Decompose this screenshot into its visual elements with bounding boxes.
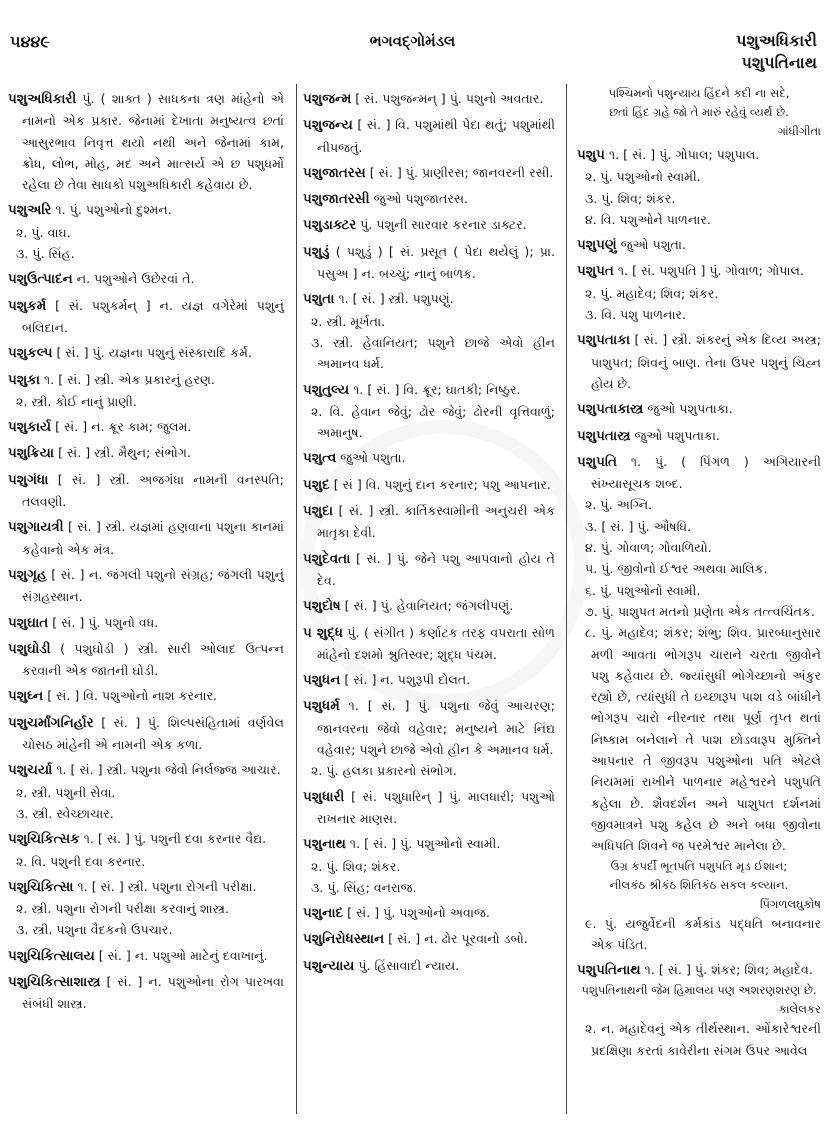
sense-definition: ૨. વિ. હેવાન જેવું; ઢોર જેવું; ઢોરની વૃત્તિવાળું; અમાનુષ.: [311, 403, 555, 441]
dictionary-entry: [577, 329, 821, 394]
sense-definition: ૨. સ્ત્રી. મૂર્ખતા.: [311, 313, 386, 329]
headword: પશુપતાકાસ્ત્ર: [577, 401, 644, 418]
dictionary-entry: [8, 342, 284, 364]
dictionary-entry: [8, 612, 284, 634]
sense-definition: ૮. પું. મહાદેવ; શંકર; શંભુ; શિવ. પ્રારબ્ધાનુસાર મળી આવતા ભોગરૂપ ચારાને ચરતા જીવોને પશુ કહેવાય છે. જ્યાંસુધી ભોગેચ્છાનો અંકુર રહ્યો છે, ત્યાંસુધી તે ઇચ્છારૂપ પાશ વડે બાંધીને ભોગરૂપ ચારો નીરનાર તથા પૂર્ણ તૃપ્ત થતાં નિષ્કામ બનેલાને તે પાશ છોડવારૂપ મુક્તિને આપનાર તે જીવરૂપ પશુઓના પતિ એટલે નિયમમાં રાખીને પાળનાર મહેશ્વરને પશુપતિ કહેલા છે. શૈવદર્શન અને પાશુપત દર્શનમાં જીવમાત્રને પશુ કહેલ છે અને બધા જીવોના અધિપતિ શિવને જ પરમેશ્વર માનેલા છે.: [585, 625, 821, 854]
dictionary-entry: [8, 268, 284, 290]
headword: પશુપતાકા: [577, 332, 631, 349]
headword: પશુકલ્પ: [8, 345, 53, 362]
headword: પશુજન્ય: [303, 117, 353, 134]
headword: પશુઅધિકારી: [8, 91, 77, 107]
definition: [ સં. ] ન. જંગલી પશુનો સંગ્રહ; જંગલી પશુનું સંગ્રહસ્થાન.: [22, 566, 284, 605]
dictionary-entry: [303, 622, 555, 666]
quotation-line: છતાં હિંદ ગ્રહે જો તે મારું રહેવું વ્યર્થ છે.: [609, 105, 789, 119]
quotation-line: પશ્ચિમનો પશુન્યાય હિંદને કદી ના સદે,: [608, 86, 790, 100]
definition: ન. પશુઓને ઉછેરવાં તે.: [76, 271, 195, 287]
definition: ૧. [ સં. ] સ્ત્રી. પશુના જેવો નિર્લજ્જ આચાર.: [56, 762, 281, 778]
definition: ૧. પું. પશુઓનો દુશ્મન.: [55, 202, 172, 218]
dictionary-entry: [303, 928, 555, 950]
headword: પશુતા: [303, 291, 335, 308]
definition: ૧. [ સં. પશુપતિ ] પું. ગોવાળ; ગોપાલ.: [617, 263, 805, 279]
definition: ( પશુઘોડી ) સ્ત્રી. સારી ઓલાદ ઉત્પન્ન કરવાની એક જાતની ઘોડી.: [22, 640, 284, 679]
sense-definition: ૨. ન. મહાદેવનું એક તીર્થસ્થાન. ઓંકારેશ્વરની પ્રદક્ષિણા કરતાં કાવેરીના સંગમ ઉપર આવેલ: [585, 1021, 821, 1058]
definition: ૧. પું. ( પિંગળ ) અગિયારની સંખ્યાસૂચક શબ્દ.: [591, 453, 821, 492]
dictionary-entry: [303, 548, 555, 592]
headword: પશુઘ્ન: [8, 688, 44, 705]
quotation-source: ગાંધીગીતા: [777, 124, 821, 138]
dictionary-entry: [303, 474, 555, 496]
definition: જુઓ પશુજાતરસ.: [373, 191, 469, 207]
dictionary-entry: [8, 199, 284, 221]
headword: પશુપતાસ્ત્ર: [577, 427, 631, 444]
dictionary-entry: [303, 241, 555, 285]
headword: પશુધન: [303, 672, 341, 689]
column-right: [566, 84, 821, 1114]
sense-definition: ૨. પું. શિવ; શંકર.: [311, 858, 401, 874]
definition: ૧. [ સં. ] સ્ત્રી. પશુના રોગની પરીક્ષા.: [77, 878, 257, 894]
dictionary-entry: [577, 451, 821, 495]
definition: [ સં. ] પું. યજ્ઞના પશુનું સંસ્કારાદિ કર્મ.: [56, 345, 252, 361]
dictionary-entry: [303, 88, 555, 110]
headword: પશુપણું: [577, 237, 617, 254]
definition: ૧. [ સં. ] પું. પશુની દવા કરનાર વૈદ્ય.: [83, 831, 267, 847]
dictionary-entry: [8, 759, 284, 781]
quotation-source: પિંગળલઘુકોષ: [759, 896, 821, 911]
dictionary-entry: [303, 114, 555, 158]
definition: [ સં. ] સ્ત્રી. યજ્ઞમાં હણવાના પશુના કાનમાં કહેવાનો એક મંત્ર.: [22, 519, 284, 557]
definition: [ સં. ] પું. શિલ્પસંહિતામાં વર્ણવેલ ચોસઠ માંહેની એ નામની એક કળા.: [22, 714, 284, 753]
definition: [ સં. ] ન. પશુરૂપી દોલત.: [344, 672, 471, 688]
headword: પશુધારી: [303, 788, 345, 805]
definition: પું. ( શાક્ત ) સાધકના ત્રણ માંહેનો એ નામનો એક પ્રકાર. જેનામાં દેખાતા મનુષ્યત્વ છતાં આસુરભાવ નિવૃત્ત થયો નથી અને જેનામાં કામ, ક્રોધ, લોભ, મોહ, મદ અને માત્સર્ય એ છ પશુધર્મો રહેલા છે તેવા સાધકો પશુઅધિકારી કહેવાય છે.: [22, 91, 284, 193]
headword: પશુનિરોધસ્થાન: [303, 931, 385, 948]
definition: ૧. [ સં. ] વિ. ક્રૂર; ઘાતકી; નિષ્ઠુર.: [353, 381, 521, 397]
sense-definition: ૨. સ્ત્રી. પશુની સેવા.: [16, 784, 116, 800]
definition: [ સં. ] ન. ક્રૂર કામ; જુલમ.: [55, 419, 192, 435]
headword: પશુજાતરસી: [303, 191, 370, 208]
sense-definition: ૩. પું. શિવ; શંકર.: [585, 190, 676, 206]
dictionary-entry: [577, 260, 821, 282]
dictionary-entry: [8, 295, 284, 339]
definition: પું. ( સંગીત ) કર્ણાટક તરફ વપરાતા સોળ માંહેનો દશમો શ્રુતિસ્વર; શુદ્ધ પંચમ.: [317, 624, 555, 662]
sense-definition: ૩. પું. સિંહ; વનરાજ.: [311, 879, 417, 895]
sense-definition: ૨. પું. વાઘ.: [16, 224, 71, 240]
headword: પશુન્યાય: [303, 957, 355, 974]
headword: પશુનાથ: [303, 836, 346, 853]
dictionary-entry: [577, 398, 821, 420]
headword: પશુકા: [8, 371, 41, 388]
dictionary-entry: [303, 833, 555, 855]
dictionary-entry: [303, 902, 555, 924]
dictionary-entry: [8, 971, 284, 1015]
definition: [ સં. ] સ્ત્રી. શંકરનું એક દિવ્ય અસ્ત્ર; પાશુપત; શિવનું બાણ. તેના ઉપર પશુનું ચિહ્ન હોય છે.: [591, 332, 821, 391]
dictionary-entry: [8, 638, 284, 682]
headword: પશુગૃહ: [8, 566, 47, 583]
sense-definition: ૨. સ્ત્રી. પશુના રોગની પરીક્ષા કરવાનું શાસ્ત્ર.: [16, 901, 230, 917]
headword: પશુકર્મ: [8, 297, 47, 314]
dictionary-entry: [303, 786, 555, 830]
dictionary-entry: [8, 469, 284, 513]
headword: પશુઘોડી: [8, 640, 51, 657]
dictionary-entry: [303, 214, 555, 236]
dictionary-entry: [8, 416, 284, 438]
dictionary-entry: [8, 564, 284, 608]
dictionary-entry: [577, 144, 821, 166]
sense-definition: ૨. પું. પશુઓનો સ્વામી.: [585, 169, 701, 185]
dictionary-entry: [577, 425, 821, 447]
definition: [ સં. ] પું. પશુઓનો અવાજ.: [347, 905, 490, 921]
definition: [ સં. ] પું. પશુનો વધ.: [52, 614, 159, 630]
headword: પશુચર્યા: [8, 762, 53, 779]
dictionary-entry: [303, 447, 555, 469]
dictionary-entry: [577, 959, 821, 981]
headword: પશુડાક્ટર: [303, 217, 357, 234]
dictionary-entry: [303, 669, 555, 691]
headword: પશુગાયત્રી: [8, 519, 64, 536]
definition: જુઓ પશુતા.: [620, 237, 686, 253]
quotation-line: પશુપતિનાથની જેમ હિમાલય પણ અશરણશરણ છે.: [581, 983, 817, 998]
definition: [ સં. ] ન. ઢોર પૂરવાનો ડબો.: [388, 931, 528, 947]
sense-definition: ૨. પું. મહાદેવ; શિવ; શંકર.: [585, 285, 719, 301]
dictionary-entry: [8, 945, 284, 967]
sense-definition: ૨. વિ. પશુની દવા કરનાર.: [16, 853, 146, 869]
headword: પશુઘાત: [8, 614, 49, 631]
headword: પશુધર્મ: [303, 698, 340, 715]
quotation-line: નીલકંઠ શ્રીકંઠ શિતિકંઠ સકલ કલ્યાન.: [609, 877, 789, 892]
sense-definition: ૩. સ્ત્રી. હેવાનિયત; પશુને છાજે એવો હીન અમાનવ ધર્મ.: [311, 334, 555, 372]
quotation-source: કાલેલકર: [778, 1002, 821, 1017]
sense-definition: ૯. પું. યજુર્વેદની કર્મકાંડ પદ્ધતિ બનાવનાર એક પંડિત.: [585, 915, 821, 952]
definition: ૧. [ સં. ] પું. પશુના જેવું આચરણ; જાનવરના જેવો વહેવાર; મનુષ્યને માટે નિંદ્ય વહેવાર; પશુને છાજે એવો હીન કે અમાનવ ધર્મ.: [317, 698, 555, 758]
dictionary-entry: [303, 955, 555, 977]
sense-definition: ૩. પું. સિંહ.: [16, 246, 75, 262]
dictionary-entry: [8, 685, 284, 707]
dictionary-entry: [8, 828, 284, 850]
headword: પ શુદ્ધ: [303, 624, 343, 641]
dictionary-entry: [303, 288, 555, 310]
dictionary-entry: [8, 876, 284, 898]
column-middle: [296, 84, 555, 1114]
dictionary-entry: [303, 695, 555, 760]
dictionary-entry: [577, 234, 821, 256]
sense-definition: ૨. પું. અગ્નિ.: [585, 497, 653, 513]
headword: પશુપતિ: [577, 453, 617, 470]
definition: [ સં. ] ન. પશુઓના રોગ પારખવા સંબંધી શાસ્ત્ર.: [22, 973, 284, 1012]
headword: પશુચિકિત્સક: [8, 831, 80, 848]
dictionary-entry: [8, 442, 284, 464]
headword: પશુદા: [303, 503, 334, 520]
dictionary-entry: [303, 379, 555, 401]
sense-definition: ૩. [ સં. ] પું. ઔષધિ.: [585, 518, 692, 534]
definition: [ સં. ] પું. પ્રાણીરસ; જાનવરની રસી.: [369, 164, 554, 180]
definition: ૧. [ સં. ] સ્ત્રી. પશુપણું.: [338, 291, 454, 307]
sense-definition: ૪. વિ. પશુઓને પાળનાર.: [585, 211, 711, 227]
sense-definition: ૫. પું. જીવોનો ઈશ્વર અથવા માલિક.: [585, 561, 768, 577]
dictionary-entry: [303, 188, 555, 210]
definition: [ સં. ] ન. પશુઓ માટેનું દવાખાનું.: [98, 947, 268, 963]
definition: [ સં. ] સ્ત્રી. કાર્તિકસ્વામીની અનુચરી એક માતૃકા દેવી.: [317, 503, 555, 541]
definition: જુઓ પશુપતાકા.: [647, 401, 733, 417]
headword: પશુજન્મ: [303, 91, 352, 107]
headword: પશુચિકિત્સા: [8, 878, 74, 895]
sense-definition: ૩. સ્ત્રી. પશુના વૈદકનો ઉપચાર.: [16, 922, 173, 938]
sense-definition: ૭. પું. પાશુપત મતનો પ્રણેતા એક તત્ત્વચિંતક.: [585, 603, 815, 619]
definition: [ સં. ] પું. હેવાનિયત; જંગલીપણું.: [344, 598, 514, 614]
definition: [ સં. ] વિ. પશુઓનો નાશ કરનાર.: [47, 688, 217, 704]
guide-words: [736, 30, 817, 74]
headword: પશુનાદ: [303, 905, 344, 922]
headword: પશુઅરિ: [8, 202, 52, 219]
definition: ૧. [ સં. ] પું. શંકર; શિવ; મહાદેવ.: [644, 962, 813, 978]
headword: પશુપત: [577, 263, 614, 280]
definition: જુઓ પશુપતાકા.: [634, 427, 720, 443]
page-number: ૫૪૪૯: [10, 32, 50, 51]
definition: [ સં. ] સ્ત્રી. અજગંધા નામની વનસ્પતિ; તલવણી.: [22, 471, 284, 510]
headword: પશુજાતરસ: [303, 164, 366, 181]
headword: પશુકાર્ય: [8, 419, 52, 436]
dictionary-entry: [8, 712, 284, 756]
dictionary-entry: [303, 162, 555, 184]
guide-word-last: પશુપતિનાથ: [741, 53, 817, 72]
quotation-line: ઉગ્ર કપર્દી ભૂતપતિ પશુપતિ મૃડ ઈશાન;: [610, 858, 788, 873]
dictionary-entry: [303, 595, 555, 617]
definition: ૧. [ સં. ] પું. ગોપાલ; પશુપાલ.: [608, 147, 760, 162]
headword: પશુચિકિત્સાશાસ્ત્ર: [8, 973, 101, 990]
sense-definition: ૩. સ્ત્રી. સ્વેચ્છાચાર.: [16, 805, 114, 821]
definition: [ સં. ] વિ. પશુમાંથી પેદા થતું; પશુમાંથી નીપજતું.: [317, 117, 555, 155]
definition: [ સં. પશુજન્મન્ ] પું. પશુનો અવતાર.: [355, 91, 544, 106]
definition: [ સં. ] પું. જેને પશુ આપવાનો હોય તે દેવ.: [317, 550, 555, 588]
definition: [ સં. પશુધારિન્ ] પું. માલધારી; પશુઓ રાખનાર માણસ.: [317, 788, 555, 826]
headword: પશુદ: [303, 476, 330, 493]
dictionary-entry: [303, 500, 555, 544]
definition: [ સં. પશુકર્મન્ ] ન. યજ્ઞ વગેરેમાં પશુનું બલિદાન.: [22, 297, 284, 335]
headword: પશુદેવતા: [303, 550, 351, 567]
sense-definition: ૪. પું. ગોવાળ; ગોવાળિયો.: [585, 540, 712, 556]
definition: ૧. [ સં. ] પું. પશુઓનો સ્વામી.: [349, 836, 501, 852]
sense-definition: ૨. સ્ત્રી. કોઈ નાનું પ્રાણી.: [16, 393, 137, 409]
headword: પશુત્વ: [303, 450, 337, 467]
sense-definition: ૩. વિ. પશુ પાળનાર.: [585, 307, 687, 323]
definition: ૧. [ સં. ] સ્ત્રી. એક પ્રકારનું હરણ.: [44, 371, 215, 387]
headword: પશુગંધા: [8, 471, 49, 488]
definition: જુઓ પશુતા.: [340, 450, 406, 466]
headword: પશુક્રિયા: [8, 445, 55, 462]
book-title: ભગવદ્ગોમંડલ: [369, 32, 456, 50]
headword: પશુતુલ્ય: [303, 381, 350, 398]
definition: [ સં. ] સ્ત્રી. મૈથુન; સંભોગ.: [58, 445, 191, 461]
guide-word-first: પશુઅધિકારી: [736, 31, 817, 50]
headword: પશુચર્માંગનિર્હાર: [8, 714, 94, 731]
headword: પશુઉત્પાદન: [8, 271, 73, 288]
definition: પું. હિંસાવાદી ન્યાય.: [358, 957, 460, 973]
sense-definition: ૬. પું. પશુઓનો સ્વામી.: [585, 582, 701, 598]
dictionary-entry: [8, 88, 284, 195]
headword: પશુપતિનાથ: [577, 962, 641, 979]
definition: પું. પશુની સારવાર કરનાર ડાક્ટર.: [360, 217, 527, 233]
headword: પશુપ: [577, 147, 605, 163]
dictionary-entry: [8, 369, 284, 391]
page-header: [0, 30, 825, 80]
column-left: [8, 84, 284, 1015]
headword: પશુચિકિત્સાલય: [8, 947, 95, 964]
definition: ( પશુડું ) [ સં. પ્રસૂત ( પેદા થયેલું ); પ્રા. પસુઅ ] ન. બચ્ચું; નાનું બાળક.: [317, 243, 555, 282]
headword: પશુડું: [303, 243, 330, 260]
sense-definition: ૨. પું. હલકા પ્રકારનો સંભોગ.: [311, 763, 457, 779]
headword: પશુદોષ: [303, 598, 341, 615]
dictionary-entry: [8, 516, 284, 560]
definition: [ સં ] વિ. પશુનું દાન કરનાર; પશુ આપનાર.: [333, 476, 551, 492]
